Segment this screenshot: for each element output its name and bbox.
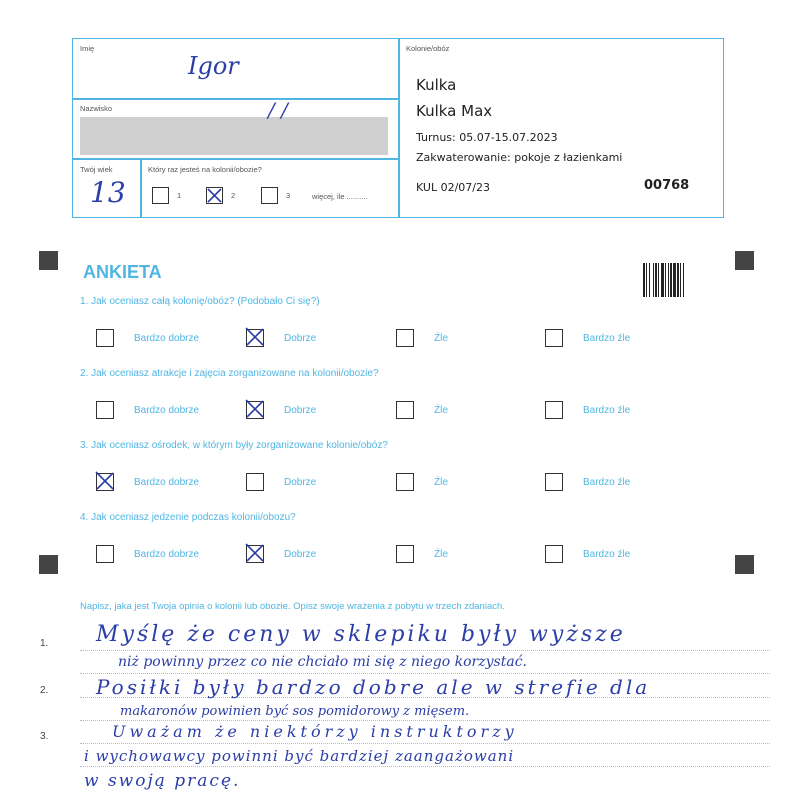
nazwisko-label: Nazwisko (80, 104, 113, 113)
barcode-bar (668, 263, 669, 297)
barcode-bar (658, 263, 659, 297)
kolonie-label: Kolonie/obóz (406, 44, 450, 53)
question-3-option-3-label: Źle (434, 477, 448, 488)
barcode-bar (646, 263, 647, 297)
question-4-checkbox-3[interactable] (396, 545, 414, 563)
barcode-bar (673, 263, 676, 297)
question-1-checkbox-1[interactable] (96, 329, 114, 347)
header-divider-h2 (72, 158, 399, 160)
question-2-text: 2. Jak oceniasz atrakcje i zajęcia zorganizowane na kolonii/obozie? (80, 368, 379, 379)
opinion-number-1: 1. (40, 638, 49, 649)
nazwisko-redaction (80, 117, 388, 155)
question-1-text: 1. Jak oceniasz całą kolonię/obóz? (Podobało Ci się?) (80, 296, 320, 307)
question-3-option-4-label: Bardzo źle (583, 477, 631, 488)
camp-name: Kulka (416, 76, 457, 94)
opinion-line-4 (80, 720, 770, 721)
camp-code: KUL 02/07/23 (416, 181, 490, 194)
registration-mark-bottom-left (39, 555, 58, 574)
question-2-option-4-label: Bardzo źle (583, 405, 631, 416)
barcode-icon (643, 263, 701, 297)
check-x-icon (206, 187, 223, 204)
question-3-checkbox-1[interactable] (96, 473, 114, 491)
opinion-line-6 (80, 766, 770, 767)
wiek-label: Twój wiek (80, 165, 113, 174)
header-divider-v2 (140, 158, 142, 218)
question-2-checkbox-1[interactable] (96, 401, 114, 419)
opinion-number-2: 2. (40, 685, 49, 696)
question-4-option-1-label: Bardzo dobrze (134, 549, 200, 560)
barcode-bar (661, 263, 664, 297)
header-divider-h1 (72, 98, 399, 100)
imie-value: Igor (188, 52, 239, 80)
ktory-raz-checkbox-1[interactable] (152, 187, 169, 204)
opinion-text-4: makaronów powinien być sos pomidorowy z mięsem. (120, 704, 470, 719)
form-number: 00768 (644, 178, 690, 193)
imie-label: Imię (80, 44, 95, 53)
question-2-checkbox-4[interactable] (545, 401, 563, 419)
registration-mark-bottom-right (735, 555, 754, 574)
question-1-checkbox-2[interactable] (246, 329, 264, 347)
check-x-icon (244, 326, 266, 348)
question-3-option-2-label: Dobrze (284, 477, 317, 488)
check-x-icon (94, 470, 116, 492)
question-2-checkbox-3[interactable] (396, 401, 414, 419)
wiek-value: 13 (90, 176, 126, 209)
question-4-option-2-label: Dobrze (284, 549, 317, 560)
opinion-line-2 (80, 673, 770, 674)
question-4-text: 4. Jak oceniasz jedzenie podczas kolonii/obozu? (80, 512, 296, 523)
question-3-option-1-label: Bardzo dobrze (134, 477, 200, 488)
question-1-checkbox-4[interactable] (545, 329, 563, 347)
opinion-text-2: niż powinny przez co nie chciało mi się z niego korzystać. (118, 654, 527, 670)
question-1-option-4-label: Bardzo źle (583, 333, 631, 344)
opinion-prompt: Napisz, jaka jest Twoja opinia o kolonii lub obozie. Opisz swoje wrażenia z pobytu w trzech zdaniach. (80, 601, 505, 612)
wiecej-label: więcej, ile .......... (312, 192, 368, 201)
question-1-checkbox-3[interactable] (396, 329, 414, 347)
opinion-text-5: Uważam że niektórzy instruktorzy (112, 722, 518, 741)
turnus: Turnus: 05.07-15.07.2023 (416, 131, 558, 144)
barcode-bar (683, 263, 684, 297)
ktory-raz-option-2: 2 (231, 191, 236, 200)
question-2-option-3-label: Źle (434, 405, 448, 416)
barcode-bar (653, 263, 654, 297)
ktory-raz-checkbox-2[interactable] (206, 187, 223, 204)
opinion-text-6: i wychowawcy powinni być bardziej zaangażowani (84, 747, 515, 765)
opinion-text-7: w swoją pracę. (84, 771, 241, 791)
ktory-raz-option-3: 3 (286, 191, 291, 200)
check-x-icon (244, 398, 266, 420)
question-2-option-1-label: Bardzo dobrze (134, 405, 200, 416)
opinion-line-1 (80, 650, 770, 651)
check-x-icon (244, 542, 266, 564)
question-3-checkbox-2[interactable] (246, 473, 264, 491)
ktory-raz-option-1: 1 (177, 191, 182, 200)
registration-mark-top-left (39, 251, 58, 270)
ktory-raz-checkbox-3[interactable] (261, 187, 278, 204)
survey-title: ANKIETA (83, 262, 162, 282)
barcode-bar (643, 263, 645, 297)
camp-full-name: Kulka Max (416, 102, 493, 120)
question-1-option-2-label: Dobrze (284, 333, 317, 344)
opinion-text-3: Posiłki były bardzo dobre ale w strefie dla (96, 675, 651, 699)
question-2-checkbox-2[interactable] (246, 401, 264, 419)
barcode-bar (655, 263, 657, 297)
question-1-option-3-label: Źle (434, 333, 448, 344)
question-4-option-3-label: Źle (434, 549, 448, 560)
opinion-number-3: 3. (40, 731, 49, 742)
question-3-text: 3. Jak oceniasz ośrodek, w którym były zorganizowane kolonie/obóz? (80, 440, 388, 451)
opinion-line-5 (80, 743, 770, 744)
registration-mark-top-right (735, 251, 754, 270)
barcode-bar (680, 263, 681, 297)
question-3-checkbox-3[interactable] (396, 473, 414, 491)
question-1-option-1-label: Bardzo dobrze (134, 333, 200, 344)
question-4-option-4-label: Bardzo źle (583, 549, 631, 560)
barcode-bar (677, 263, 679, 297)
barcode-bar (665, 263, 666, 297)
question-4-checkbox-4[interactable] (545, 545, 563, 563)
question-4-checkbox-2[interactable] (246, 545, 264, 563)
opinion-text-1: Myślę że ceny w sklepiku były wyższe (96, 622, 626, 647)
header-divider-v (398, 38, 400, 218)
barcode-bar (649, 263, 650, 297)
question-4-checkbox-1[interactable] (96, 545, 114, 563)
question-2-option-2-label: Dobrze (284, 405, 317, 416)
barcode-bar (670, 263, 672, 297)
question-3-checkbox-4[interactable] (545, 473, 563, 491)
zakwaterowanie: Zakwaterowanie: pokoje z łazienkami (416, 151, 623, 164)
nazwisko-scribble-icon: / / (268, 98, 288, 122)
ktory-raz-label: Który raz jesteś na kolonii/obozie? (148, 165, 262, 174)
